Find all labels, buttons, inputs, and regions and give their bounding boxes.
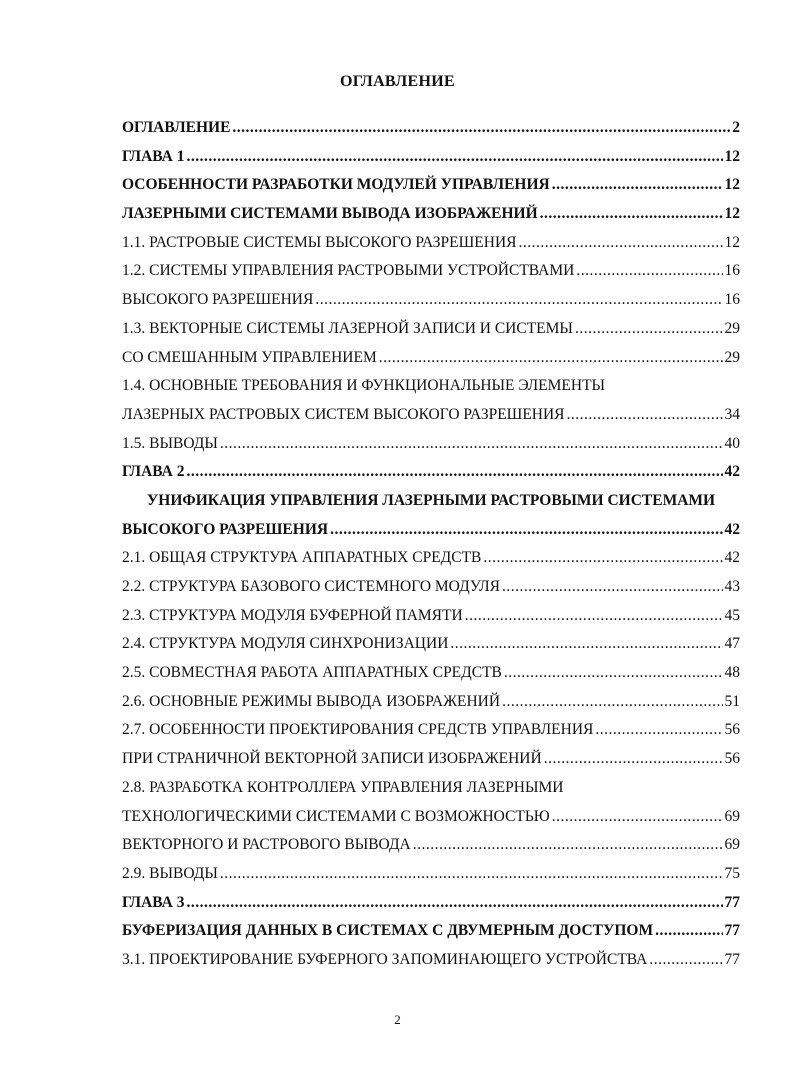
toc-entry-label: 2.4. СТРУКТУРА МОДУЛЯ СИНХРОНИЗАЦИИ [122, 635, 449, 653]
toc-entry[interactable] [122, 946, 740, 975]
toc-entry-label: 2.7. ОСОБЕННОСТИ ПРОЕКТИРОВАНИЯ СРЕДСТВ УПРАВЛЕНИЯ [122, 721, 594, 739]
toc-entry-label: 3.1. ПРОЕКТИРОВАНИЕ БУФЕРНОГО ЗАПОМИНАЮЩЕГО УСТРОЙСТВА [122, 950, 648, 968]
toc-leader-dots [232, 114, 730, 143]
toc-entry-label: БУФЕРИЗАЦИЯ ДАННЫХ В СИСТЕМАХ С ДВУМЕРНЫМ ДОСТУПОМ [122, 922, 654, 940]
toc-entry-page: 16 [724, 291, 740, 309]
toc-entry-page: 12 [724, 176, 740, 194]
toc-entry[interactable] [122, 774, 740, 803]
toc-entry-label: 2.5. СОВМЕСТНАЯ РАБОТА АППАРАТНЫХ СРЕДСТВ [122, 664, 502, 682]
toc-entry-label: 1.5. ВЫВОДЫ [122, 434, 218, 452]
toc-entry-label: 2.9. ВЫВОДЫ [122, 864, 218, 882]
toc-entry[interactable] [122, 630, 740, 659]
toc-leader-dots [575, 315, 723, 344]
toc-entry-page: 12 [724, 205, 740, 223]
toc-entry[interactable] [122, 544, 740, 573]
toc-entry[interactable] [122, 372, 740, 401]
toc-entry-page: 51 [724, 692, 740, 710]
toc-entry-page: 75 [724, 864, 740, 882]
toc-leader-dots [315, 286, 722, 315]
toc-entry-label: ГЛАВА 1 [122, 147, 185, 165]
toc-leader-dots [502, 688, 722, 717]
toc-entry[interactable] [122, 516, 740, 545]
toc-entry-page: 12 [724, 233, 740, 251]
toc-entry-page: 45 [724, 606, 740, 624]
toc-entry-page: 77 [724, 950, 740, 968]
toc-entry-label: ЛАЗЕРНЫХ РАСТРОВЫХ СИСТЕМ ВЫСОКОГО РАЗРЕШЕНИЯ [122, 405, 565, 423]
toc-entry-label: 1.4. ОСНОВНЫЕ ТРЕБОВАНИЯ И ФУНКЦИОНАЛЬНЫЕ ЭЛЕМЕНТЫ [122, 377, 606, 395]
toc-entry-page: 69 [724, 836, 740, 854]
toc-entry-label: ПРИ СТРАНИЧНОЙ ВЕКТОРНОЙ ЗАПИСИ ИЗОБРАЖЕНИЙ [122, 750, 542, 768]
toc-entry-page: 16 [724, 262, 740, 280]
toc-leader-dots [504, 659, 723, 688]
toc-entry-page: 42 [724, 549, 740, 567]
toc-entry-label: 2.2. СТРУКТУРА БАЗОВОГО СИСТЕМНОГО МОДУЛЯ [122, 578, 500, 595]
table-of-contents [122, 114, 740, 975]
toc-entry[interactable] [122, 430, 740, 459]
toc-entry[interactable] [122, 401, 740, 430]
toc-entry-label: ОГЛАВЛЕНИЕ [122, 119, 231, 136]
page-number: 2 [394, 1012, 401, 1027]
toc-leader-dots [465, 602, 723, 631]
toc-entry[interactable] [122, 229, 740, 258]
toc-entry-page: 2 [732, 119, 740, 136]
toc-entry[interactable] [122, 344, 740, 373]
page-title: ОГЛАВЛЕНИЕ [340, 73, 455, 90]
toc-leader-dots [552, 171, 723, 200]
toc-entry-page: 56 [724, 750, 740, 768]
toc-entry[interactable] [122, 114, 740, 143]
toc-leader-dots [544, 745, 723, 774]
toc-leader-dots [220, 430, 723, 459]
toc-entry-label: ВЫСОКОГО РАЗРЕШЕНИЯ [122, 291, 314, 309]
toc-entry[interactable] [122, 659, 740, 688]
toc-leader-dots [552, 803, 723, 832]
toc-entry-label: 1.2. СИСТЕМЫ УПРАВЛЕНИЯ РАСТРОВЫМИ УСТРОЙСТВАМИ [122, 262, 575, 280]
toc-leader-dots [483, 544, 722, 573]
toc-entry[interactable] [122, 688, 740, 717]
toc-leader-dots [186, 143, 722, 172]
toc-entry[interactable] [122, 745, 740, 774]
toc-entry-page: 12 [724, 147, 740, 165]
toc-entry-page: 42 [724, 520, 740, 538]
toc-entry-page: 34 [724, 405, 740, 423]
toc-entry[interactable] [122, 315, 740, 344]
toc-leader-dots [576, 257, 722, 286]
toc-leader-dots [518, 229, 722, 258]
toc-entry-page: 29 [724, 348, 740, 366]
toc-leader-dots [379, 344, 723, 373]
toc-entry-label: 2.8. РАЗРАБОТКА КОНТРОЛЛЕРА УПРАВЛЕНИЯ ЛАЗЕРНЫМИ [122, 778, 564, 796]
toc-entry[interactable] [122, 889, 740, 918]
toc-leader-dots [450, 630, 722, 659]
toc-leader-dots [649, 946, 722, 975]
toc-entry-page: 77 [724, 922, 740, 940]
toc-entry[interactable] [122, 860, 740, 889]
toc-entry-label: 2.3. СТРУКТУРА МОДУЛЯ БУФЕРНОЙ ПАМЯТИ [122, 606, 463, 624]
toc-entry-page: 40 [724, 434, 740, 452]
toc-entry[interactable] [122, 917, 740, 946]
toc-leader-dots [330, 516, 722, 545]
toc-entry[interactable] [122, 716, 740, 745]
toc-entry-page: 29 [724, 319, 740, 337]
toc-leader-dots [186, 458, 722, 487]
toc-entry[interactable] [122, 200, 740, 229]
toc-entry-page: 69 [724, 807, 740, 825]
toc-leader-dots [413, 831, 723, 860]
toc-entry[interactable] [122, 573, 740, 602]
toc-entry-page: 48 [724, 664, 740, 682]
toc-entry[interactable] [122, 831, 740, 860]
toc-entry-label: ВЫСОКОГО РАЗРЕШЕНИЯ [122, 520, 329, 538]
toc-entry-label: 1.1. РАСТРОВЫЕ СИСТЕМЫ ВЫСОКОГО РАЗРЕШЕНИЯ [122, 233, 517, 251]
toc-entry[interactable] [122, 803, 740, 832]
toc-leader-dots [655, 917, 722, 946]
toc-leader-dots [595, 716, 722, 745]
toc-entry[interactable] [122, 257, 740, 286]
toc-entry-page: 56 [724, 721, 740, 739]
toc-entry-page: 43 [724, 578, 740, 595]
toc-entry-label: ОСОБЕННОСТИ РАЗРАБОТКИ МОДУЛЕЙ УПРАВЛЕНИЯ [122, 176, 550, 194]
toc-entry[interactable] [122, 487, 740, 516]
toc-entry-page: 77 [724, 893, 740, 911]
toc-entry-label: ЛАЗЕРНЫМИ СИСТЕМАМИ ВЫВОДА ИЗОБРАЖЕНИЙ [122, 205, 538, 223]
toc-entry[interactable] [122, 171, 740, 200]
toc-entry-page: 47 [724, 635, 740, 653]
toc-entry-label: СО СМЕШАННЫМ УПРАВЛЕНИЕМ [122, 348, 377, 366]
toc-leader-dots [502, 573, 723, 602]
toc-leader-dots [540, 200, 723, 229]
toc-entry[interactable] [122, 143, 740, 172]
toc-entry-page: 42 [724, 463, 740, 481]
toc-entry[interactable] [122, 458, 740, 487]
toc-entry-label: ВЕКТОРНОГО И РАСТРОВОГО ВЫВОДА [122, 836, 411, 854]
toc-entry-label: 2.6. ОСНОВНЫЕ РЕЖИМЫ ВЫВОДА ИЗОБРАЖЕНИЙ [122, 692, 501, 710]
toc-entry-label: ТЕХНОЛОГИЧЕСКИМИ СИСТЕМАМИ С ВОЗМОЖНОСТЬЮ [122, 807, 550, 825]
toc-leader-dots [220, 860, 723, 889]
toc-entry-label: 1.3. ВЕКТОРНЫЕ СИСТЕМЫ ЛАЗЕРНОЙ ЗАПИСИ И СИСТЕМЫ [122, 319, 573, 337]
toc-entry-label: 2.1. ОБЩАЯ СТРУКТУРА АППАРАТНЫХ СРЕДСТВ [122, 549, 482, 567]
toc-entry-label: УНИФИКАЦИЯ УПРАВЛЕНИЯ ЛАЗЕРНЫМИ РАСТРОВЫМИ СИСТЕМАМИ [146, 491, 716, 509]
toc-leader-dots [186, 889, 722, 918]
toc-entry[interactable] [122, 602, 740, 631]
toc-entry-label: ГЛАВА 2 [122, 463, 185, 481]
toc-leader-dots [567, 401, 723, 430]
toc-entry-label: ГЛАВА 3 [122, 893, 185, 911]
toc-entry[interactable] [122, 286, 740, 315]
